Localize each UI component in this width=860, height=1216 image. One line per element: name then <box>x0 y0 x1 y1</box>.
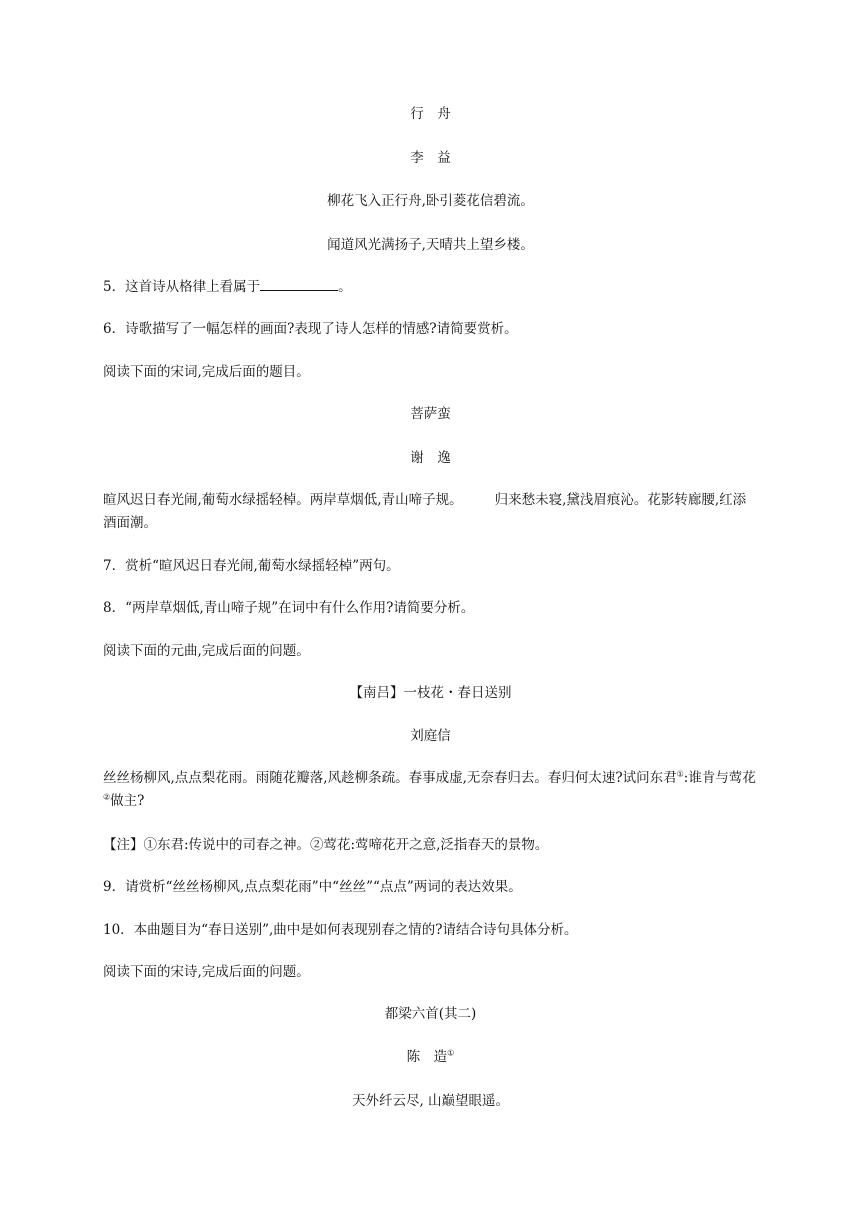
poem4-author <box>103 1047 758 1067</box>
poem4-author-name: 陈 造 <box>406 1049 448 1065</box>
footnote-mark-2: ② <box>103 792 111 802</box>
question-6: 6．诗歌描写了一幅怎样的画面?表现了诗人怎样的情感?请简要赏析。 <box>103 321 518 337</box>
intro-yuan-qu: 阅读下面的元曲,完成后面的问题。 <box>103 643 310 659</box>
poem1-author: 李 益 <box>410 150 451 166</box>
poem2-part1: 暄风迟日春光闹,葡萄水绿摇轻棹。两岸草烟低,青山啼子规。 <box>103 492 463 508</box>
poem3-title: 【南吕】一枝花・春日送别 <box>349 685 512 701</box>
footnote-mark-1: ① <box>676 769 684 779</box>
poem1-line1: 柳花飞入正行舟,卧引菱花信碧流。 <box>327 193 534 209</box>
poem3-body-b: :谁肯与莺花 <box>683 770 756 786</box>
answer-blank[interactable] <box>260 276 338 291</box>
question-9: 9．请赏析“丝丝杨柳风,点点梨花雨”中“丝丝”“点点”两词的表达效果。 <box>103 879 522 895</box>
question-5-end: 。 <box>338 279 352 295</box>
poem3-author: 刘庭信 <box>410 728 451 744</box>
poem4-title: 都梁六首(其二) <box>384 1006 477 1022</box>
question-5 <box>103 276 758 297</box>
poem3-body <box>103 767 758 813</box>
question-10: 10．本曲题目为“春日送别”,曲中是如何表现别春之情的?请结合诗句具体分析。 <box>103 922 578 938</box>
poem2-part2: 归来愁未寝,黛浅眉痕沁。花影转廊腰,红添酒面潮。 <box>103 492 747 531</box>
question-5-text: 5．这首诗从格律上看属于 <box>103 279 261 295</box>
intro-song-ci: 阅读下面的宋词,完成后面的题目。 <box>103 364 310 380</box>
annotation-note: 【注】①东君:传说中的司春之神。②莺花:莺啼花开之意,泛指春天的景物。 <box>103 837 549 853</box>
question-8: 8．“两岸草烟低,青山啼子规”在词中有什么作用?请简要分析。 <box>103 600 475 616</box>
question-7: 7．赏析“暄风迟日春光闹,葡萄水绿摇轻棹”两句。 <box>103 558 400 574</box>
footnote-mark-author: ① <box>447 1048 455 1058</box>
poem1-title: 行 舟 <box>410 106 451 122</box>
poem4-line1: 天外纤云尽, 山巅望眼遥。 <box>351 1093 510 1109</box>
poem3-body-a: 丝丝杨柳风,点点梨花雨。雨随花瓣落,风趁柳条疏。春事成虚,无奈春归去。春归何太速?试问东君 <box>103 770 677 786</box>
poem2-body <box>103 489 758 535</box>
poem1-line2: 闻道风光满扬子,天晴共上望乡楼。 <box>327 237 534 253</box>
poem3-body-c: 做主? <box>110 793 145 809</box>
intro-song-shi: 阅读下面的宋诗,完成后面的问题。 <box>103 964 310 980</box>
poem2-title: 菩萨蛮 <box>410 406 451 422</box>
poem2-author: 谢 逸 <box>410 450 451 466</box>
